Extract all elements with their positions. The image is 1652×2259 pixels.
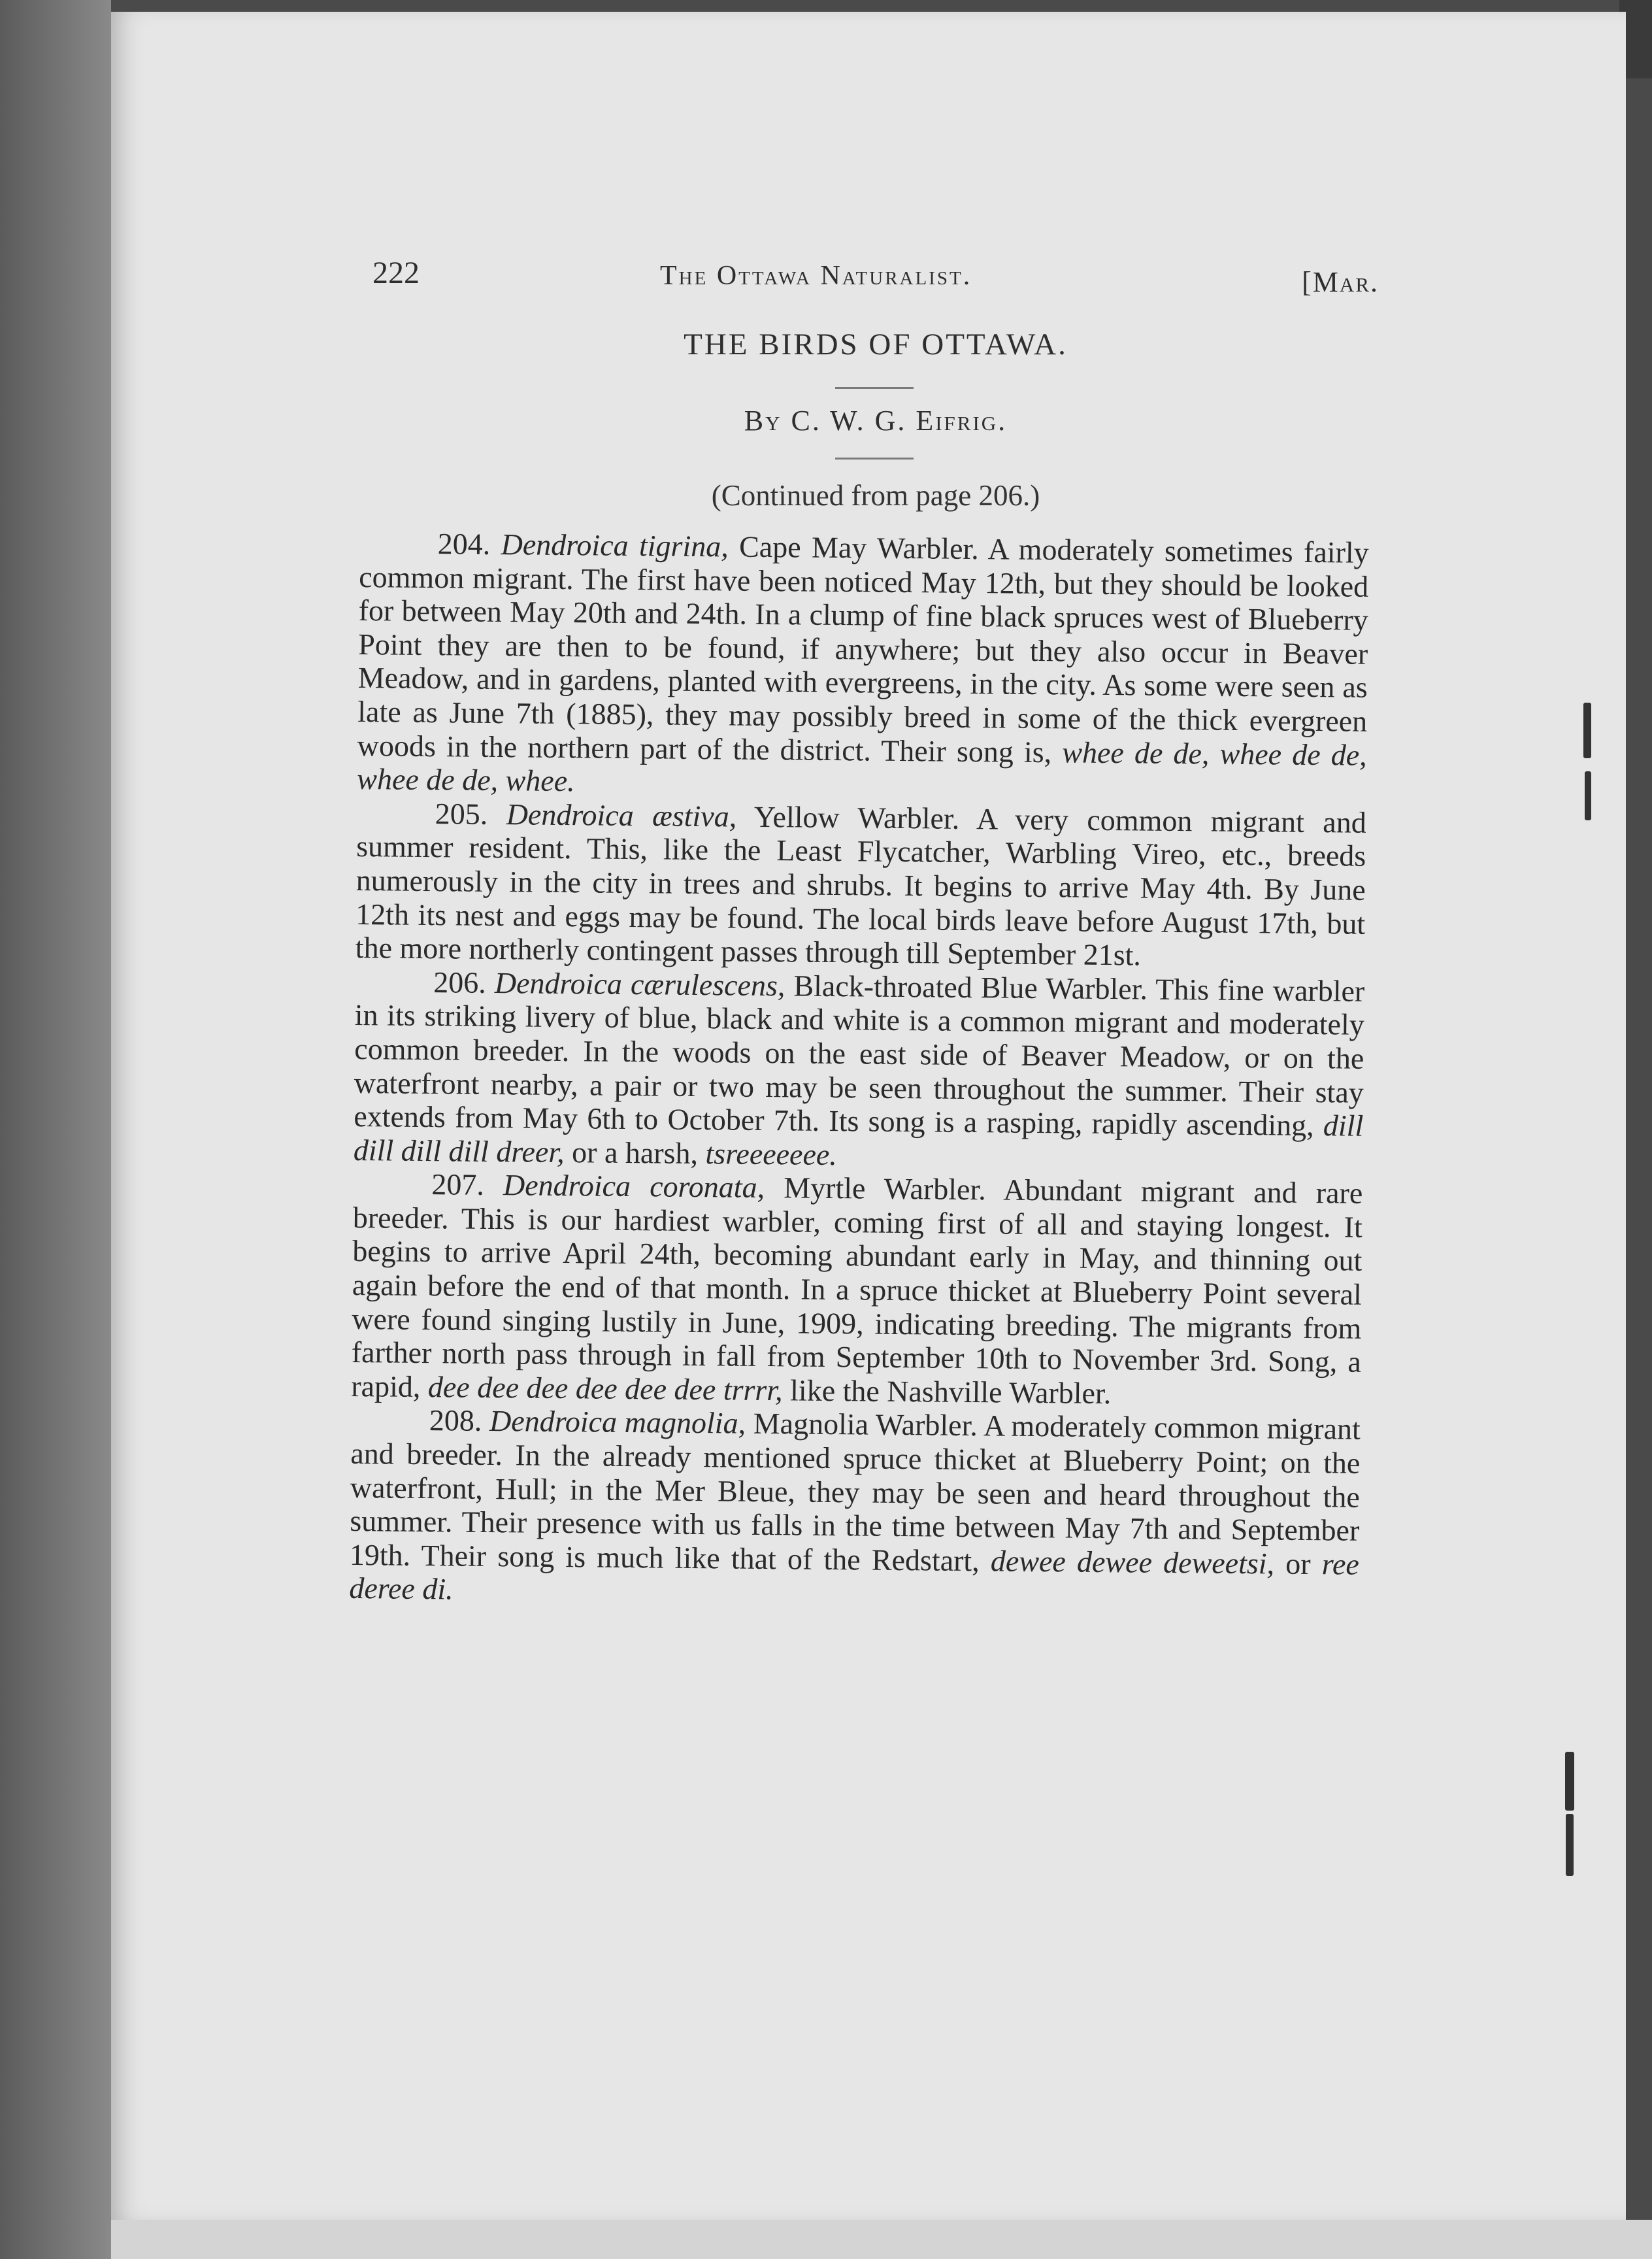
scan-artifact-mark <box>1566 1814 1574 1876</box>
running-head <box>372 248 1379 307</box>
song-text: dewee dewee deweetsi, <box>990 1544 1275 1581</box>
entry-206: 206. Dendroica cærulescens, Black-throated Blue Warbler. This fine warbler in its striking livery of blue, black and white is a common migrant and moderately common breeder. In the woods on the east side of Beaver Meadow, or on the waterfront nearby, a pair or two may be seen throughout the summer. Their stay extends from May 6th to October 7th. Its song is a rasping, rapidly ascending, dill dill dill dill dreer, or a harsh, tsreeeeeee. <box>353 965 1365 1171</box>
song-text: tsreeeeeee. <box>705 1136 838 1171</box>
journal-title: The Ottawa Naturalist. <box>660 261 972 291</box>
song-text: ree deree di. <box>349 1547 1360 1606</box>
page-number: 222 <box>372 256 420 290</box>
song-text: whee de de, whee de de, whee de de, whee. <box>357 735 1367 798</box>
scanner-border <box>0 0 111 2259</box>
scan-artifact-mark <box>1583 703 1591 758</box>
entry-208: 208. Dendroica magnolia, Magnolia Warbler. A moderately common migrant and breeder. In the already mentioned spruce thicket at Blueberry Point; on the waterfront, Hull; in the Mer Bleue, they may be seen and heard throughout the summer. Their presence with us falls in the time between May 7th and September 19th. Their song is much like that of the Redstart, dewee dewee deweetsi, or ree deree di. <box>349 1403 1361 1606</box>
species-name: Dendroica æstiva, <box>506 797 737 833</box>
scan-artifact-mark <box>1565 1752 1574 1811</box>
author-divider <box>835 458 914 460</box>
article-author: By C. W. G. Eifrig. <box>744 405 1008 437</box>
species-name: Dendroica magnolia, <box>489 1404 746 1441</box>
entry-207: 207. Dendroica coronata, Myrtle Warbler. Abundant migrant and rare breeder. This is our hardiest warbler, coming first of all and staying longest. It begins to arrive April 24th, becoming abundant early in May, and thinning out again before the end of that month. In a spruce thicket at Blueberry Point several were found singing lustily in June, 1909, indicating breeding. The migrants from farther north pass through in fall from September 10th to November 3rd. Song, a rapid, dee dee dee dee dee dee trrrr, like the Nashville Warbler. <box>351 1167 1363 1410</box>
species-name: Dendroica tigrina, <box>501 527 729 563</box>
continued-note: (Continued from page 206.) <box>711 479 1040 512</box>
scan-artifact-mark <box>1585 771 1591 820</box>
species-name: Dendroica cærulescens, <box>494 965 785 1003</box>
entry-204: 204. Dendroica tigrina, Cape May Warbler. A moderately sometimes fairly common migrant. The first have been noticed May 12th, but they should be looked for between May 20th and 24th. In a clump of fine black spruces west of Blueberry Point they are then to be found, if anywhere; but they also occur in Beaver Meadow, and in gardens, planted with evergreens, in the city. As some were seen as late as June 7th (1885), they may possibly breed in some of the thick evergreen woods in the northern part of the district. Their song is, whee de de, whee de de, whee de de, whee. <box>357 527 1369 798</box>
title-divider <box>835 387 914 389</box>
entry-205: 205. Dendroica æstiva, Yellow Warbler. A very common migrant and summer resident. This, like the Least Flycatcher, Warbling Vireo, etc., breeds numerously in the city in trees and shrubs. It begins to arrive May 4th. By June 12th its nest and eggs may be found. The local birds leave before August 17th, but the more northerly contingent passes through till September 21st. <box>355 796 1366 972</box>
issue-month: [Mar. <box>1302 266 1379 298</box>
song-text: dill dill dill dill dreer, <box>353 1109 1364 1169</box>
article-body <box>349 526 1369 1615</box>
article-title: THE BIRDS OF OTTAWA. <box>684 327 1068 361</box>
species-name: Dendroica coronata, <box>503 1168 765 1205</box>
page-bottom-edge <box>111 2220 1652 2259</box>
song-text: dee dee dee dee dee dee trrrr, <box>427 1369 783 1407</box>
